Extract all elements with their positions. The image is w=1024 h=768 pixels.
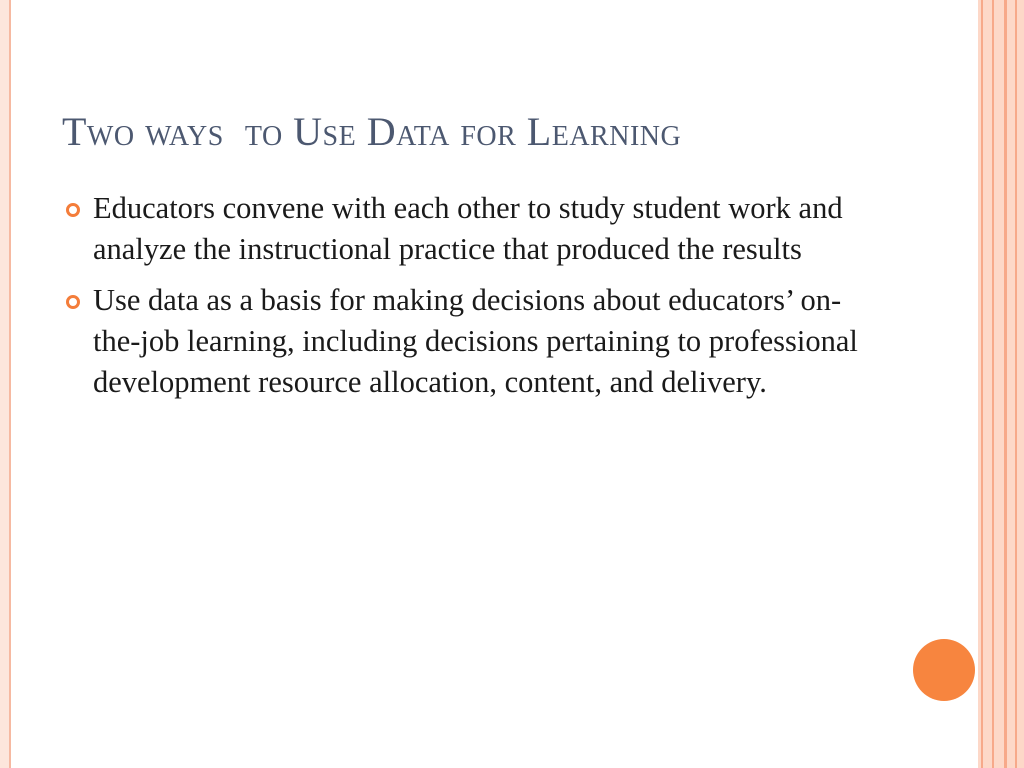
- slide-title: Two ways to Use Data for Learning: [62, 109, 682, 154]
- orange-circle-icon: [913, 639, 975, 701]
- right-border-stripe: [1004, 0, 1007, 768]
- left-border-decoration: [0, 0, 11, 768]
- right-border-stripe: [992, 0, 994, 768]
- bullet-item: [66, 188, 866, 270]
- hollow-circle-bullet-icon: [66, 295, 80, 309]
- bullet-text: Educators convene with each other to study student work and analyze the instructional practice that produced the results: [93, 191, 843, 266]
- bullet-item: [66, 280, 866, 403]
- hollow-circle-bullet-icon: [66, 203, 80, 217]
- right-border-decoration: [978, 0, 1024, 768]
- bullet-text: Use data as a basis for making decisions about educators’ on-the-job learning, including decisions pertaining to professional development resource allocation, content, and delivery.: [93, 283, 858, 399]
- right-border-stripe: [1015, 0, 1017, 768]
- right-border-stripe: [981, 0, 983, 768]
- bullet-list: [66, 188, 866, 413]
